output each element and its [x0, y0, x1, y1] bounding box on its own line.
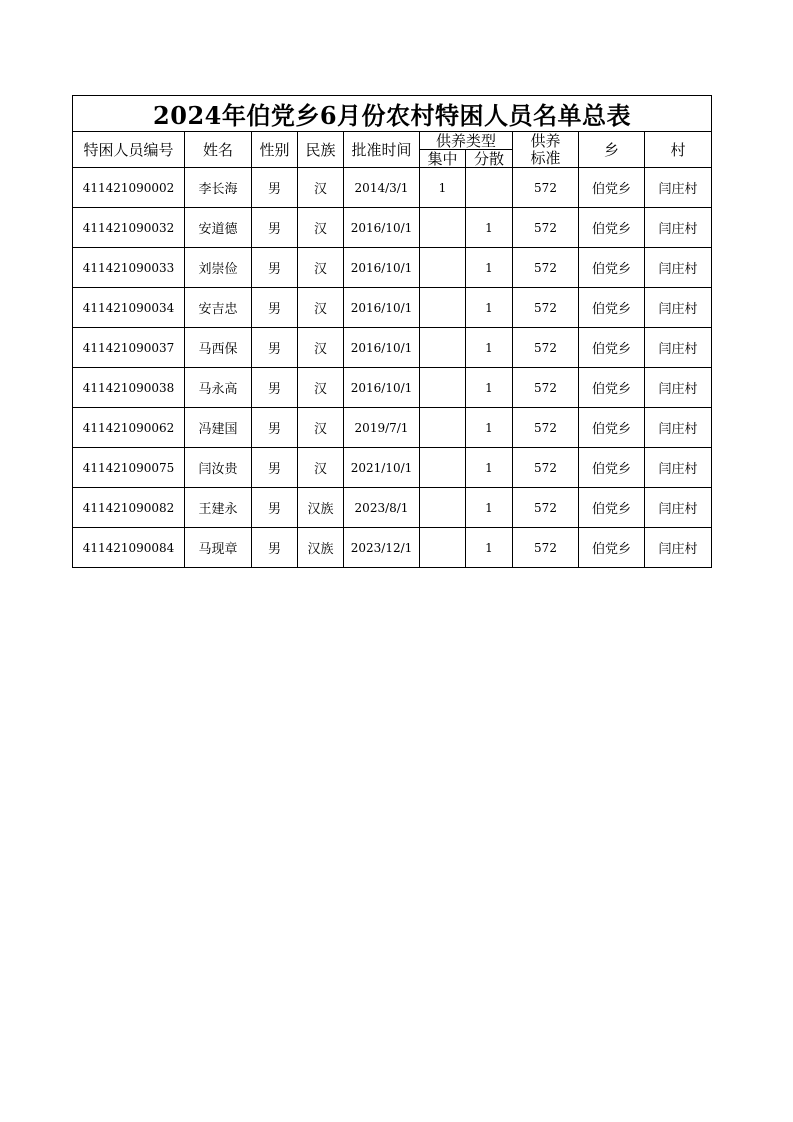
table-row: [73, 488, 712, 528]
cell-gender: 男: [252, 168, 298, 208]
cell-gender: 男: [252, 288, 298, 328]
roster-rows: [73, 168, 712, 568]
cell-ethnicity: 汉: [298, 288, 344, 328]
special-hardship-roster-table: [72, 95, 712, 568]
cell-village: 闫庄村: [645, 408, 712, 448]
cell-village: 闫庄村: [645, 288, 712, 328]
header-village: 村: [645, 132, 712, 168]
cell-ethnicity: 汉族: [298, 488, 344, 528]
header-support-standard: [513, 132, 579, 168]
cell-dispersed: 1: [466, 488, 513, 528]
cell-concentrated: [420, 528, 466, 568]
cell-dispersed: 1: [466, 208, 513, 248]
cell-village: 闫庄村: [645, 368, 712, 408]
cell-support-standard: 572: [513, 208, 579, 248]
cell-support-standard: 572: [513, 248, 579, 288]
cell-name: 刘崇俭: [185, 248, 252, 288]
cell-ethnicity: 汉: [298, 248, 344, 288]
cell-township: 伯党乡: [579, 528, 645, 568]
cell-approval-date: 2023/12/1: [344, 528, 420, 568]
cell-concentrated: [420, 328, 466, 368]
cell-name: 马西保: [185, 328, 252, 368]
cell-support-standard: 572: [513, 368, 579, 408]
cell-id: 411421090082: [73, 488, 185, 528]
cell-dispersed: 1: [466, 288, 513, 328]
cell-id: 411421090084: [73, 528, 185, 568]
table-row: [73, 208, 712, 248]
cell-gender: 男: [252, 488, 298, 528]
cell-support-standard: 572: [513, 528, 579, 568]
cell-support-standard: 572: [513, 288, 579, 328]
table-row: [73, 248, 712, 288]
cell-support-standard: 572: [513, 488, 579, 528]
cell-township: 伯党乡: [579, 248, 645, 288]
cell-approval-date: 2014/3/1: [344, 168, 420, 208]
cell-village: 闫庄村: [645, 488, 712, 528]
cell-approval-date: 2016/10/1: [344, 288, 420, 328]
table-row: [73, 168, 712, 208]
cell-gender: 男: [252, 208, 298, 248]
cell-name: 王建永: [185, 488, 252, 528]
cell-concentrated: 1: [420, 168, 466, 208]
cell-id: 411421090034: [73, 288, 185, 328]
cell-id: 411421090032: [73, 208, 185, 248]
cell-concentrated: [420, 288, 466, 328]
header-support-type: 供养类型: [420, 132, 513, 150]
cell-township: 伯党乡: [579, 208, 645, 248]
cell-approval-date: 2021/10/1: [344, 448, 420, 488]
header-approval-date: 批准时间: [344, 132, 420, 168]
cell-name: 闫汝贵: [185, 448, 252, 488]
cell-township: 伯党乡: [579, 168, 645, 208]
cell-approval-date: 2023/8/1: [344, 488, 420, 528]
cell-id: 411421090038: [73, 368, 185, 408]
cell-township: 伯党乡: [579, 488, 645, 528]
header-gender: 性别: [252, 132, 298, 168]
cell-ethnicity: 汉: [298, 168, 344, 208]
cell-gender: 男: [252, 408, 298, 448]
cell-ethnicity: 汉: [298, 408, 344, 448]
cell-township: 伯党乡: [579, 288, 645, 328]
cell-concentrated: [420, 488, 466, 528]
cell-approval-date: 2016/10/1: [344, 208, 420, 248]
cell-concentrated: [420, 208, 466, 248]
cell-dispersed: [466, 168, 513, 208]
cell-dispersed: 1: [466, 528, 513, 568]
cell-gender: 男: [252, 328, 298, 368]
cell-name: 李长海: [185, 168, 252, 208]
table-row: [73, 328, 712, 368]
table-row: [73, 368, 712, 408]
cell-concentrated: [420, 248, 466, 288]
cell-support-standard: 572: [513, 168, 579, 208]
header-id: 特困人员编号: [73, 132, 185, 168]
document-title: 2024年伯党乡6月份农村特困人员名单总表: [73, 96, 712, 132]
cell-concentrated: [420, 408, 466, 448]
cell-id: 411421090037: [73, 328, 185, 368]
cell-name: 安吉忠: [185, 288, 252, 328]
cell-concentrated: [420, 368, 466, 408]
cell-name: 冯建国: [185, 408, 252, 448]
header-concentrated: 集中: [420, 150, 466, 168]
cell-ethnicity: 汉: [298, 328, 344, 368]
cell-support-standard: 572: [513, 448, 579, 488]
cell-approval-date: 2016/10/1: [344, 368, 420, 408]
cell-dispersed: 1: [466, 328, 513, 368]
cell-township: 伯党乡: [579, 328, 645, 368]
cell-gender: 男: [252, 528, 298, 568]
table-row: [73, 408, 712, 448]
cell-gender: 男: [252, 368, 298, 408]
cell-ethnicity: 汉: [298, 208, 344, 248]
cell-name: 马永高: [185, 368, 252, 408]
cell-support-standard: 572: [513, 328, 579, 368]
header-standard-line1: 供养: [530, 131, 561, 150]
cell-township: 伯党乡: [579, 448, 645, 488]
cell-township: 伯党乡: [579, 408, 645, 448]
cell-name: 安道德: [185, 208, 252, 248]
cell-approval-date: 2019/7/1: [344, 408, 420, 448]
cell-village: 闫庄村: [645, 448, 712, 488]
cell-dispersed: 1: [466, 448, 513, 488]
cell-village: 闫庄村: [645, 328, 712, 368]
cell-gender: 男: [252, 248, 298, 288]
cell-dispersed: 1: [466, 248, 513, 288]
table-row: [73, 288, 712, 328]
header-standard-line2: 标准: [530, 148, 561, 167]
cell-name: 马现章: [185, 528, 252, 568]
cell-dispersed: 1: [466, 368, 513, 408]
cell-township: 伯党乡: [579, 368, 645, 408]
cell-id: 411421090002: [73, 168, 185, 208]
cell-support-standard: 572: [513, 408, 579, 448]
cell-id: 411421090075: [73, 448, 185, 488]
cell-village: 闫庄村: [645, 168, 712, 208]
cell-village: 闫庄村: [645, 528, 712, 568]
cell-ethnicity: 汉族: [298, 528, 344, 568]
cell-village: 闫庄村: [645, 248, 712, 288]
header-dispersed: 分散: [466, 150, 513, 168]
cell-id: 411421090033: [73, 248, 185, 288]
cell-ethnicity: 汉: [298, 368, 344, 408]
header-ethnicity: 民族: [298, 132, 344, 168]
cell-gender: 男: [252, 448, 298, 488]
cell-approval-date: 2016/10/1: [344, 248, 420, 288]
table-row: [73, 448, 712, 488]
cell-id: 411421090062: [73, 408, 185, 448]
cell-ethnicity: 汉: [298, 448, 344, 488]
header-name: 姓名: [185, 132, 252, 168]
header-township: 乡: [579, 132, 645, 168]
cell-village: 闫庄村: [645, 208, 712, 248]
cell-dispersed: 1: [466, 408, 513, 448]
cell-approval-date: 2016/10/1: [344, 328, 420, 368]
cell-concentrated: [420, 448, 466, 488]
table-row: [73, 528, 712, 568]
